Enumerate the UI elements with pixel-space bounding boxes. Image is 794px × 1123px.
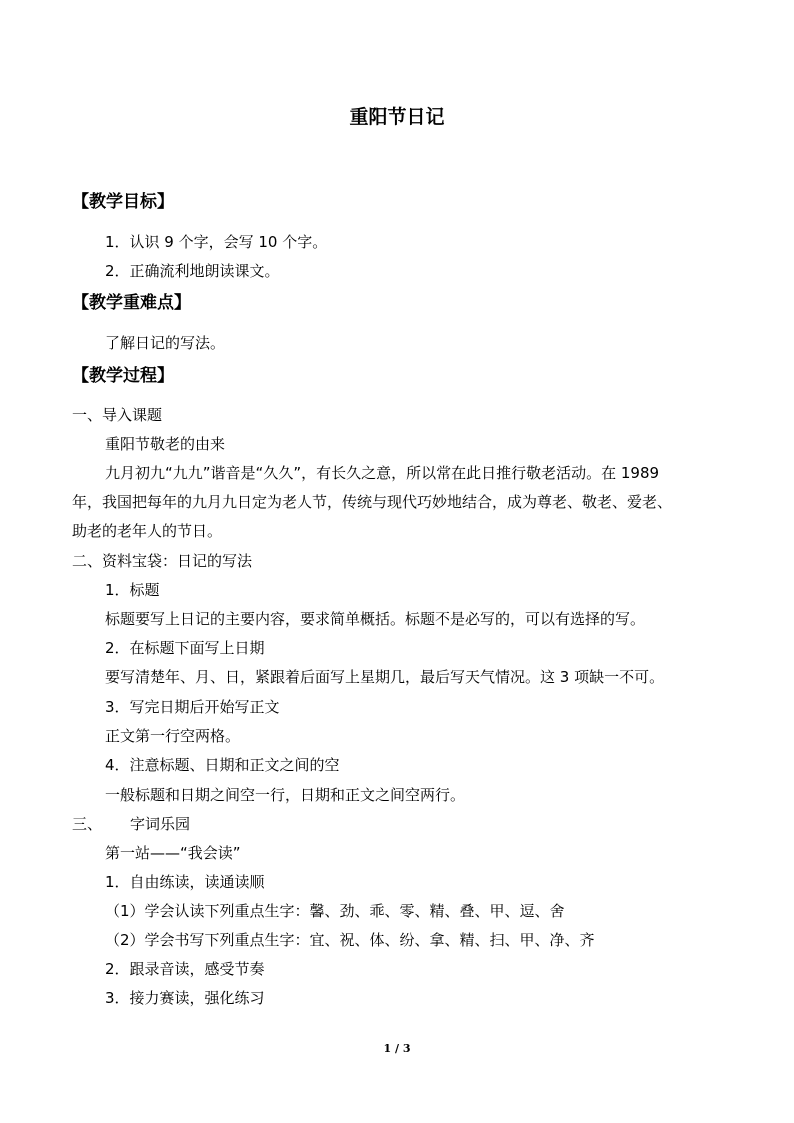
part2-item2-title: 2．在标题下面写上日期 xyxy=(105,639,265,657)
part3-title: 字词乐园 xyxy=(130,815,191,833)
document-title: 重阳节日记 xyxy=(349,106,445,128)
objective-item-1: 1．认识 9 个字，会写 10 个字。 xyxy=(105,233,328,251)
part3-step1-sub1: （1）学会认读下列重点生字：馨、劲、乖、零、精、叠、甲、逗、舍 xyxy=(105,902,565,920)
part3-step1-sub2: （2）学会书写下列重点生字：宜、祝、体、纷、拿、精、扫、甲、净、齐 xyxy=(105,931,595,949)
part2-item3-title: 3．写完日期后开始写正文 xyxy=(105,698,280,716)
part2-item4-text: 一般标题和日期之间空一行，日期和正文之间空两行。 xyxy=(105,786,466,804)
part2-item1-title: 1．标题 xyxy=(105,581,160,599)
section-heading-process: 【教学过程】 xyxy=(72,366,174,386)
part3-number: 三、 xyxy=(72,815,103,833)
part1-paragraph-line-2: 年，我国把每年的九月九日定为老人节，传统与现代巧妙地结合，成为尊老、敬老、爱老、 xyxy=(72,493,673,511)
part2-item2-text: 要写清楚年、月、日，紧跟着后面写上星期几，最后写天气情况。这 3 项缺一不可。 xyxy=(105,668,665,686)
key-points-text: 了解日记的写法。 xyxy=(105,334,226,352)
part3-station1: 第一站——“我会读” xyxy=(105,844,241,862)
page-number: 1 / 3 xyxy=(383,1042,411,1055)
part3-step1: 1．自由练读，读通读顺 xyxy=(105,873,265,891)
section-heading-objectives: 【教学目标】 xyxy=(72,192,174,212)
part1-paragraph-line-1: 九月初九“九九”谐音是“久久”，有长久之意，所以常在此日推行敬老活动。在 1989 xyxy=(105,464,660,482)
part1-paragraph-line-3: 助老的老年人的节日。 xyxy=(72,522,223,540)
objective-item-2: 2．正确流利地朗读课文。 xyxy=(105,262,280,280)
part2-title: 二、资料宝袋：日记的写法 xyxy=(72,552,253,570)
section-heading-key-points: 【教学重难点】 xyxy=(72,293,191,313)
part2-item4-title: 4．注意标题、日期和正文之间的空 xyxy=(105,756,340,774)
part2-item3-text: 正文第一行空两格。 xyxy=(105,727,241,745)
part1-subtitle: 重阳节敬老的由来 xyxy=(105,435,226,453)
part1-title: 一、导入课题 xyxy=(72,406,163,424)
part2-item1-text: 标题要写上日记的主要内容，要求简单概括。标题不是必写的，可以有选择的写。 xyxy=(105,610,646,628)
part3-step2: 2．跟录音读，感受节奏 xyxy=(105,960,265,978)
part3-step3: 3．接力赛读，强化练习 xyxy=(105,989,265,1007)
